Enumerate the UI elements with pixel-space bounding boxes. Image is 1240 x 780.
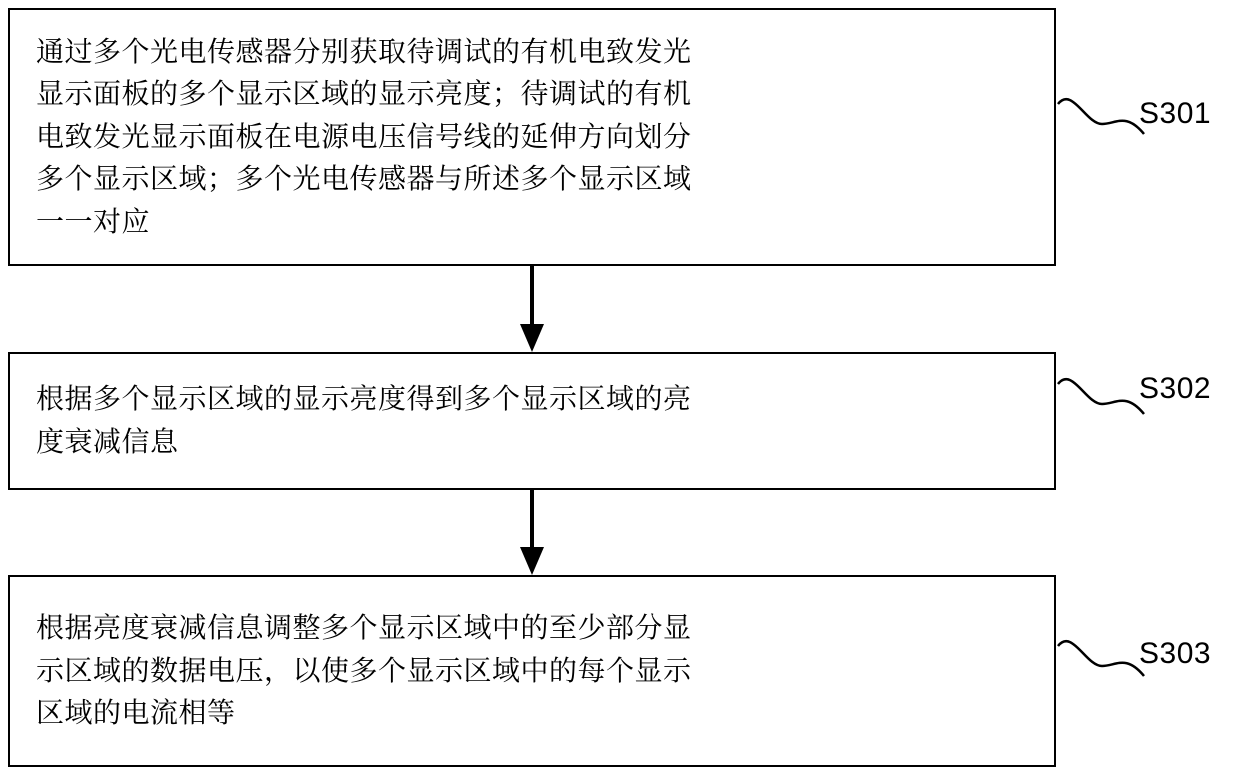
leader-line-s302	[1056, 370, 1146, 430]
flow-step-text-s301: 通过多个光电传感器分别获取待调试的有机电致发光 显示面板的多个显示区域的显示亮度；待调试的有机 电致发光显示面板在电源电压信号线的延伸方向划分 多个显示区域；多个光电传感器与所述多个显示区域 一一对应	[36, 35, 692, 237]
step-label-s301: S301	[1139, 97, 1212, 130]
flow-step-box-s303	[8, 575, 1056, 767]
flow-step-text-s302: 根据多个显示区域的显示亮度得到多个显示区域的亮 度衰减信息	[36, 383, 692, 457]
flow-step-box-s302	[8, 352, 1056, 490]
flow-step-box-s301	[8, 8, 1056, 266]
step-label-s302: S302	[1139, 372, 1212, 405]
connector-s301-to-s302	[470, 266, 594, 352]
connector-s302-to-s303	[470, 490, 594, 575]
step-label-s303: S303	[1139, 637, 1212, 670]
leader-line-s301	[1056, 90, 1146, 150]
flow-step-text-s303: 根据亮度衰减信息调整多个显示区域中的至少部分显 示区域的数据电压，以使多个显示区域中的每个显示 区域的电流相等	[36, 612, 692, 729]
leader-line-s303	[1056, 632, 1146, 692]
